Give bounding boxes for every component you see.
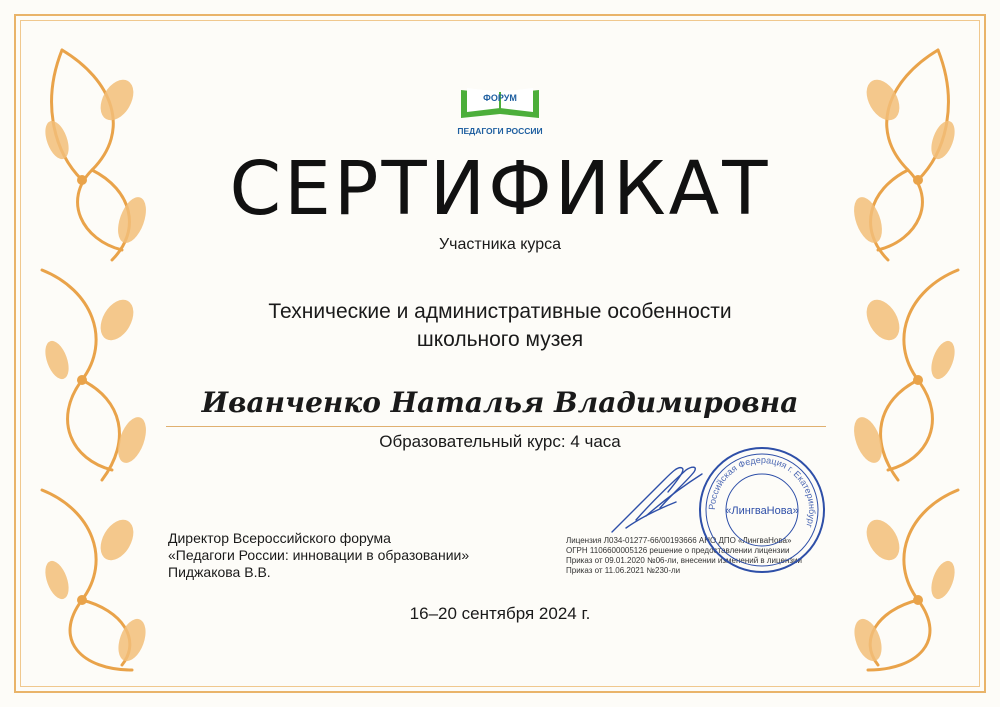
course-dates: 16–20 сентября 2024 г.	[409, 604, 591, 623]
license-line-2: ОГРН 1106600005126 решение о предоставлении лицензии	[566, 546, 790, 555]
right-floral-ornament	[828, 40, 978, 680]
logo-teachers-text: ПЕДАГОГИ РОССИИ	[457, 126, 543, 136]
certificate-subtitle: Участника курса	[439, 236, 561, 253]
organization-stamp	[696, 444, 828, 576]
recipient-name: Иванченко Наталья Владимировна	[201, 386, 799, 419]
course-title-line-2: школьного музея	[416, 328, 584, 351]
logo-forum-text: ФОРУМ	[483, 93, 517, 103]
course-title-line-1: Технические и административные особенности	[268, 300, 732, 323]
director-line-1: Директор Всероссийского форума	[168, 530, 391, 546]
director-line-2: «Педагоги России: инновации в образовании»	[168, 547, 470, 563]
left-floral-ornament	[22, 40, 172, 680]
license-line-4: Приказ от 11.06.2021 №230-ли	[566, 566, 681, 575]
certificate-title: СЕРТИФИКАТ	[229, 146, 771, 232]
stamp-center-text: «ЛингваНова»	[725, 505, 799, 517]
course-title	[0, 298, 1000, 354]
director-block	[168, 530, 469, 581]
license-line-1: Лицензия Л034-01277-66/00193666 АНО ДПО «ЛингваНова»	[566, 536, 792, 545]
open-book-icon	[457, 84, 543, 122]
stamp-ring-text: Российская Федерация г. Екатеринбург	[706, 454, 818, 529]
svg-text:Российская Федерация г. Екатер	[707, 455, 817, 530]
license-line-3: Приказ от 09.01.2020 №06-ли, внесении изменений в лицензии	[566, 556, 802, 565]
director-name: Пиджакова В.В.	[168, 564, 271, 580]
forum-logo	[445, 84, 555, 140]
name-underline	[166, 426, 826, 427]
course-hours: Образовательный курс: 4 часа	[379, 432, 621, 451]
